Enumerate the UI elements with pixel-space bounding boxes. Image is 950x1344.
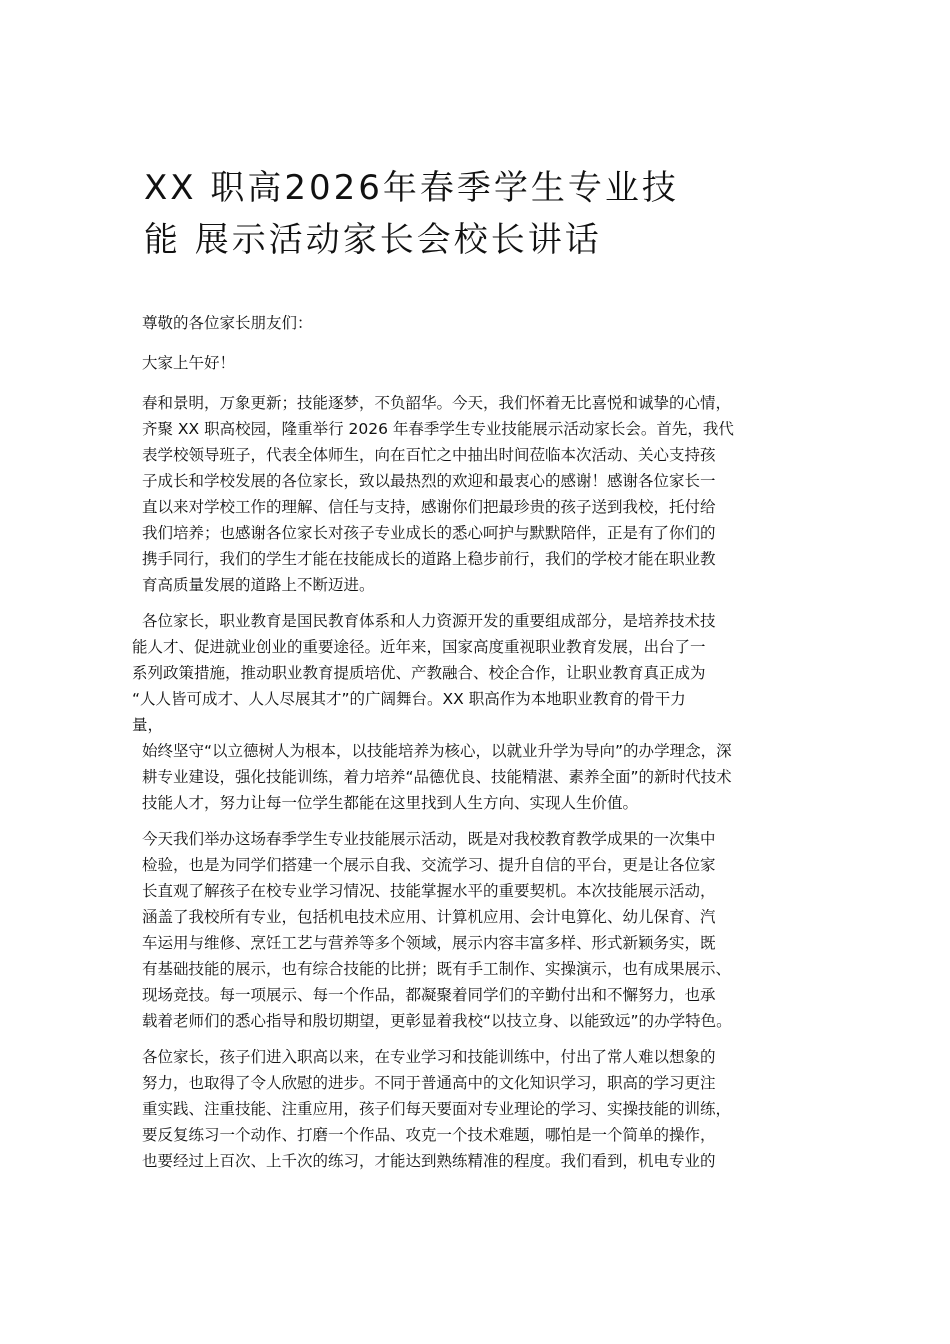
text-line: 量， (132, 716, 164, 734)
title-line: 能 展示活动家长会校长讲话 (144, 220, 602, 260)
text-line: 技能人才，努力让每一位学生都能在这里找到人生方向、实现人生价值。 (142, 794, 639, 812)
text-line: 各位家长，职业教育是国民教育体系和人力资源开发的重要组成部分，是培养技术技 (142, 612, 716, 630)
text-line: 齐聚 XX 职高校园，隆重举行 2026 年春季学生专业技能展示活动家长会。首先，我代 (142, 420, 734, 438)
text-line: 始终坚守“以立德树人为根本，以技能培养为核心，以就业升学为导向”的办学理念，深 (142, 742, 732, 760)
paragraph (142, 1044, 822, 1174)
text-line: 也要经过上百次、上千次的练习，才能达到熟练精准的程度。我们看到，机电专业的 (142, 1152, 716, 1170)
text-line: 育高质量发展的道路上不断迈进。 (142, 576, 375, 594)
text-line: 车运用与维修、烹饪工艺与营养等多个领域，展示内容丰富多样、形式新颖务实，既 (142, 934, 716, 952)
salutation: 尊敬的各位家长朋友们： (142, 314, 313, 332)
paragraph (142, 826, 822, 1034)
text-line: 能人才、促进就业创业的重要途径。近年来，国家高度重视职业教育发展，出台了一 (132, 638, 706, 656)
text-line: 长直观了解孩子在校专业学习情况、技能掌握水平的重要契机。本次技能展示活动， (142, 882, 716, 900)
text-line: 耕专业建设，强化技能训练，着力培养“品德优良、技能精湛、素养全面”的新时代技术 (142, 768, 732, 786)
text-line: 直以来对学校工作的理解、信任与支持，感谢你们把最珍贵的孩子送到我校，托付给 (142, 498, 716, 516)
text-line: 子成长和学校发展的各位家长，致以最热烈的欢迎和最衷心的感谢！感谢各位家长一 (142, 472, 716, 490)
greeting: 大家上午好！ (142, 354, 236, 372)
paragraph (142, 390, 822, 598)
text-line: 涵盖了我校所有专业，包括机电技术应用、计算机应用、会计电算化、幼儿保育、汽 (142, 908, 716, 926)
paragraph (142, 738, 822, 816)
text-line: 系列政策措施，推动职业教育提质培优、产教融合、校企合作，让职业教育真正成为 (132, 664, 706, 682)
text-line: 重实践、注重技能、注重应用，孩子们每天要面对专业理论的学习、实操技能的训练， (142, 1100, 732, 1118)
text-line: 要反复练习一个动作、打磨一个作品、攻克一个技术难题，哪怕是一个简单的操作， (142, 1126, 716, 1144)
text-line: 检验，也是为同学们搭建一个展示自我、交流学习、提升自信的平台，更是让各位家 (142, 856, 716, 874)
paragraph (132, 608, 822, 738)
document-title (144, 162, 824, 266)
text-line: 努力，也取得了令人欣慰的进步。不同于普通高中的文化知识学习，职高的学习更注 (142, 1074, 716, 1092)
title-line: XX 职高2026年春季学生专业技 (144, 168, 679, 208)
text-line: 载着老师们的悉心指导和殷切期望，更彰显着我校“以技立身、以能致远”的办学特色。 (142, 1012, 732, 1030)
text-line: 表学校领导班子，代表全体师生，向在百忙之中抽出时间莅临本次活动、关心支持孩 (142, 446, 716, 464)
text-line: “人人皆可成才、人人尽展其才”的广阔舞台。XX 职高作为本地职业教育的骨干力 (132, 690, 686, 708)
text-line: 我们培养；也感谢各位家长对孩子专业成长的悉心呵护与默默陪伴，正是有了你们的 (142, 524, 716, 542)
text-line: 各位家长，孩子们进入职高以来，在专业学习和技能训练中，付出了常人难以想象的 (142, 1048, 716, 1066)
speech-body (132, 310, 822, 1184)
text-line: 今天我们举办这场春季学生专业技能展示活动，既是对我校教育教学成果的一次集中 (142, 830, 716, 848)
text-line: 有基础技能的展示，也有综合技能的比拼；既有手工制作、实操演示，也有成果展示、 (142, 960, 732, 978)
text-line: 现场竞技。每一项展示、每一个作品，都凝聚着同学们的辛勤付出和不懈努力，也承 (142, 986, 716, 1004)
text-line: 春和景明，万象更新；技能逐梦，不负韶华。今天，我们怀着无比喜悦和诚挚的心情， (142, 394, 732, 412)
text-line: 携手同行，我们的学生才能在技能成长的道路上稳步前行，我们的学校才能在职业教 (142, 550, 716, 568)
